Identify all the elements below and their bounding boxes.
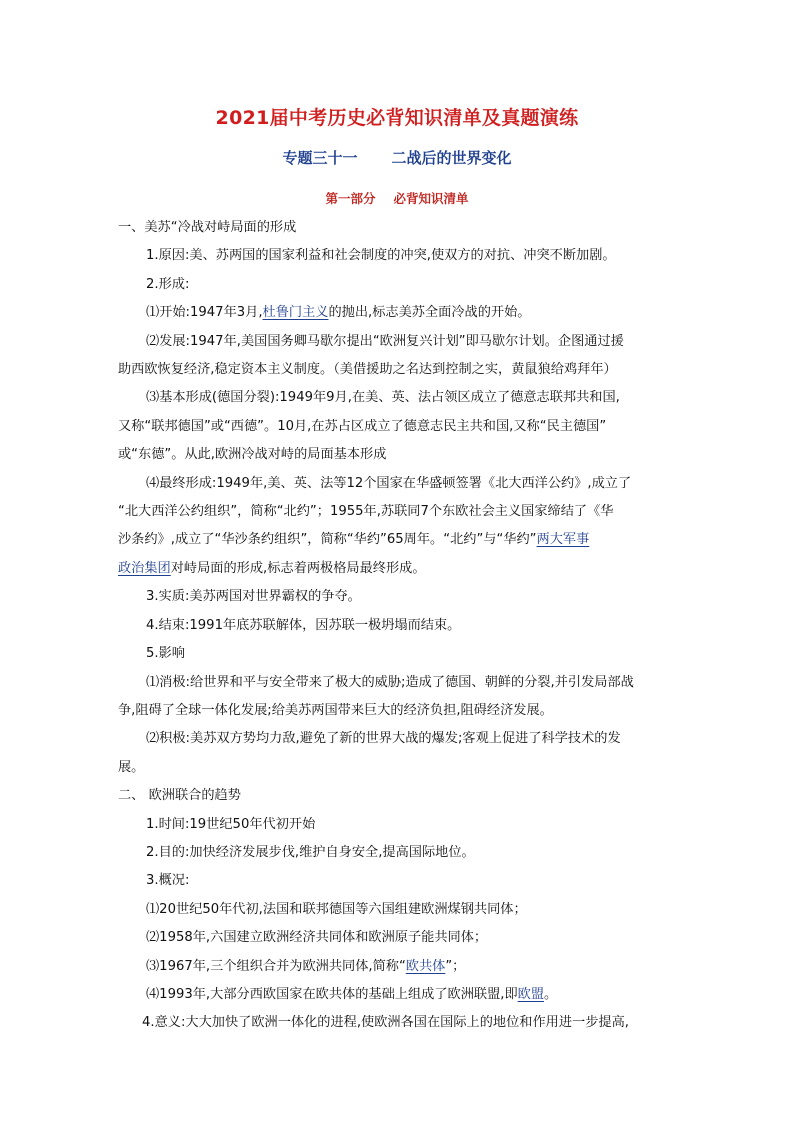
eu-link[interactable]: 欧盟: [517, 986, 545, 1002]
europe-overview-1: ⑴20世纪50年代初,法国和联邦德国等六国组建欧洲煤钢共同体；: [146, 901, 527, 917]
cold-war-basic-line-3: 或“东德”。从此,欧洲冷战对峙的局面基本形成: [118, 447, 387, 463]
topic-subtitle: [0, 147, 794, 168]
truman-doctrine-link[interactable]: 杜鲁门主义: [262, 305, 329, 321]
document-title: 2021届中考历史必背知识清单及真题演练: [215, 107, 579, 129]
cold-war-negative-line-2: 争,阻碍了全球一体化发展;给美苏两国带来巨大的经济负担,阻碍经济发展。: [118, 702, 553, 718]
part-label: 第一部分: [325, 191, 376, 206]
cold-war-start: ⑴开始:1947年3月,杜鲁门主义的抛出,标志美苏全面冷战的开始。: [146, 305, 531, 321]
document-body: [118, 214, 678, 1038]
cold-war-final-line-1: ⑷最终形成:1949年,美、英、法等12个国家在华盛顿签署《北大西洋公约》,成立了: [146, 475, 632, 491]
cold-war-development-line-2: 助西欧恢复经济,稳定资本主义制度。（美借援助之名达到控制之实，黄鼠狼给鸡拜年）: [118, 362, 617, 378]
europe-overview-label: 3.概况:: [146, 873, 190, 889]
europe-overview-4: ⑷1993年,大部分西欧国家在欧共体的基础上组成了欧洲联盟,即欧盟。: [146, 986, 558, 1002]
cold-war-development-line-1: ⑵发展:1947年,美国国务卿马歇尔提出“欧洲复兴计划”即马歇尔计划。企图通过援: [146, 333, 624, 349]
topic-number: 专题三十一: [282, 149, 358, 167]
cold-war-negative-line-1: ⑴消极:给世界和平与安全带来了极大的威胁;造成了德国、朝鲜的分裂,并引发局部战: [146, 674, 634, 690]
cold-war-formation-label: 2.形成:: [146, 276, 190, 292]
cold-war-end: 4.结束:1991年底苏联解体，因苏联一极坍塌而结束。: [146, 617, 461, 633]
ec-link[interactable]: 欧共体: [405, 958, 446, 974]
europe-time: 1.时间:19世纪50年代初开始: [146, 816, 316, 832]
cold-war-basic-line-2: 又称“联邦德国”或“西德”。10月,在苏占区成立了德意志民主共和国,又称“民主德国”: [118, 418, 607, 434]
europe-overview-3: ⑶1967年,三个组织合并为欧洲共同体,简称“欧共体”；: [146, 958, 466, 974]
cold-war-final-line-2: “北大西洋公约组织”，简称“北约”；1955年,苏联同7个东欧社会主义国家缔结了《华: [118, 504, 614, 520]
cold-war-cause: 1.原因:美、苏两国的国家利益和社会制度的冲突,使双方的对抗、冲突不断加剧。: [146, 248, 616, 264]
europe-overview-2: ⑵1958年,六国建立欧洲经济共同体和欧洲原子能共同体；: [146, 930, 488, 946]
part-name: 必背知识清单: [393, 191, 469, 206]
military-bloc-link-part-1[interactable]: 两大军事: [536, 532, 590, 548]
europe-meaning: 4.意义:大大加快了欧洲一体化的进程,使欧洲各国在国际上的地位和作用进一步提高,: [142, 1015, 629, 1031]
part-heading: [0, 189, 794, 207]
cold-war-final-line-4: 政治集团对峙局面的形成,标志着两极格局最终形成。: [118, 560, 426, 576]
cold-war-essence: 3.实质:美苏两国对世界霸权的争夺。: [146, 589, 361, 605]
section-heading-cold-war: 一、美苏“冷战对峙局面的形成: [118, 220, 297, 235]
section-heading-europe: 二、 欧洲联合的趋势: [118, 788, 241, 804]
cold-war-final-line-3: 沙条约》,成立了“华沙条约组织”，简称“华约”65周年。“北约”与“华约”两大军事: [118, 532, 590, 548]
military-bloc-link-part-2[interactable]: 政治集团: [118, 560, 171, 576]
cold-war-positive-line-1: ⑵积极:美苏双方势均力敌,避免了新的世界大战的爆发;客观上促进了科学技术的发: [146, 731, 621, 747]
cold-war-positive-line-2: 展。: [118, 759, 145, 775]
cold-war-impact-label: 5.影响: [146, 646, 185, 662]
cold-war-basic-line-1: ⑶基本形成(德国分裂):1949年9月,在美、英、法占领区成立了德意志联邦共和国,: [146, 390, 620, 406]
europe-purpose: 2.目的:加快经济发展步伐,维护自身安全,提高国际地位。: [146, 844, 475, 860]
topic-name: 二战后的世界变化: [391, 149, 512, 167]
